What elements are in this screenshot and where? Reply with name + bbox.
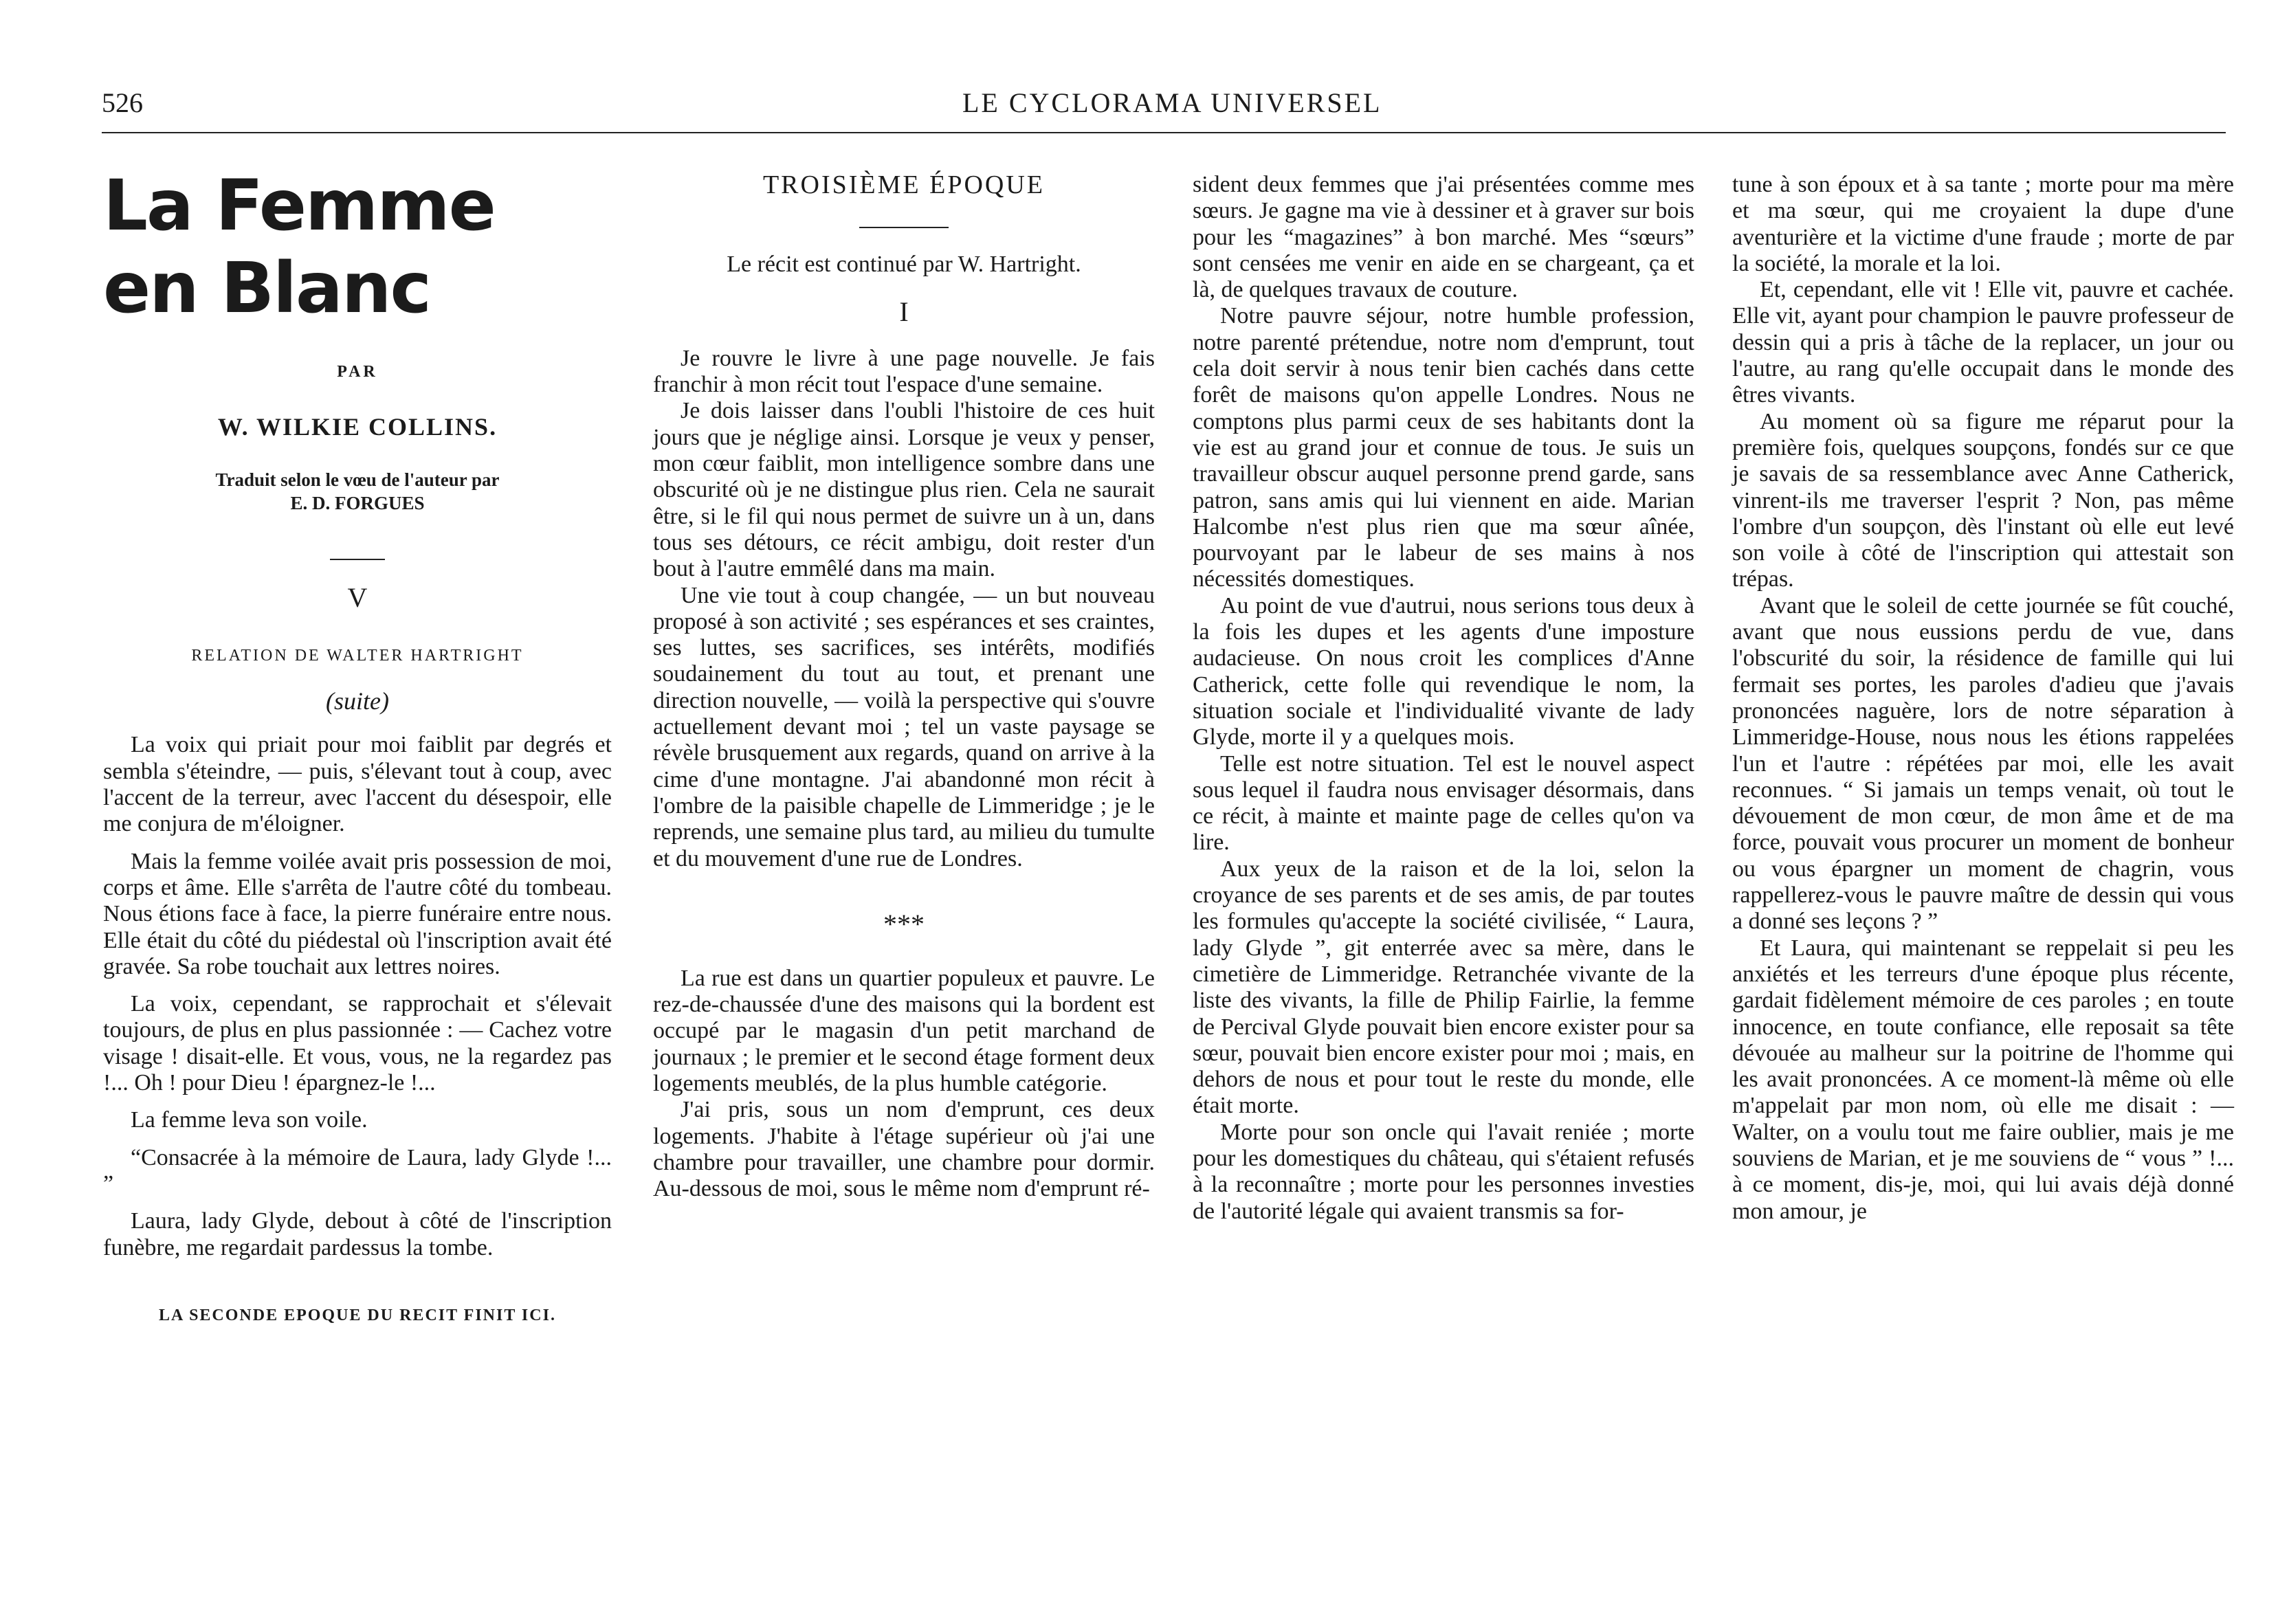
column-4: [1732, 172, 2234, 1225]
paragraph: Je rouvre le livre à une page nouvelle. Je fais franchir à mon récit tout l'espace d'une semaine.: [653, 345, 1155, 398]
translation-line-2: E. D. FORGUES: [290, 492, 425, 513]
section-rule: [859, 227, 949, 228]
paragraph: Aux yeux de la raison et de la loi, selon la croyance de ses parents et de ses amis, de par toutes les formules qu'accepte la société civilisée, “ Laura, lady Glyde ”, git enterrée avec sa mère, dans le cimetière de Limmeridge. Retranchée vivante de la liste des vivants, la fille de Philip Fairlie, la femme de Percival Glyde pouvait bien encore exister pour sa sœur, pouvait bien encore exister pour moi ; mais, en dehors de nous et pour tout le reste du monde, elle était morte.: [1193, 856, 1694, 1119]
paragraph: Avant que le soleil de cette journée se fût couché, avant que nous eussions perdu de vue, dans l'obscurité du soir, la résidence de famille qui lui fermait ses portes, les paroles d'adieu que j'avais prononcées naguère, lors de notre séparation à Limmeridge-House, nous nous les étions rappelées l'un et l'autre : répétées par moi, elle les avait reconnues. “ Si jamais un temps venait, où tout le dévouement de mon cœur, de mon âme et de ma force, pouvait vous procurer un moment de bonheur ou vous épargner un moment de chagrin, vous rappellerez-vous le pauvre maître de dessin qui vous a donné ses leçons ? ”: [1732, 592, 2234, 935]
novel-title: La Femme en Blanc: [103, 165, 495, 329]
par-label: PAR: [337, 363, 378, 381]
paragraph: Je dois laisser dans l'oubli l'histoire de ces huit jours que je néglige ainsi. Lorsque je veux y penser, mon cœur faiblit, mon intelligence sombre dans une obscurité où je ne distingue plus rien. Cela ne saurait être, si le fil qui nous permet de suivre un à un, dans tous ses détours, ce récit ambigu, doit rester d'un bout à l'autre emmêlé dans ma main.: [653, 398, 1155, 582]
paragraph: Notre pauvre séjour, notre humble profession, notre parenté prétendue, notre nom d'emprunt, tout cela doit servir à nous tenir bien cachés dans cette forêt de maisons qu'on appelle Londres. Nous ne comptons plus parmi ceux de ses habitants dont la vie est au grand jour et connue de tous. Je suis un travailleur obscur auquel personne prend garde, sans patron, sans amis qui lui viennent en aide. Marian Halcombe n'est plus rien que ma sœur aînée, pourvoyant par le labeur de ses mains à nos nécessités domestiques.: [1193, 303, 1694, 592]
paragraph: Laura, lady Glyde, debout à côté de l'inscription funèbre, me regardait pardessus la tombe.: [103, 1208, 612, 1260]
paragraph: La femme leva son voile.: [131, 1107, 368, 1133]
page-header: [0, 0, 2289, 158]
paragraph: sident deux femmes que j'ai présentées comme mes sœurs. Je gagne ma vie à dessiner et à graver sur bois pour les “magazines” à bon marché. Mes “sœurs” sont censées me venir en aide en se chargeant, ça et là, de quelques travaux de couture.: [1193, 172, 1694, 303]
column-2: [653, 172, 1155, 1203]
section-rule: [330, 559, 385, 560]
epoque-heading: TROISIÈME ÉPOQUE: [762, 170, 1046, 199]
paragraph: “Consacrée à la mémoire de Laura, lady Glyde !... ”: [103, 1144, 612, 1197]
running-title: LE CYCLORAMA UNIVERSEL: [962, 87, 1382, 118]
paragraph: Et Laura, qui maintenant se reppelait si peu les anxiétés et les terreurs d'une époque plus récente, gardait fidèlement mémoire de ces paroles ; en toute innocence, en toute confiance, elle reposait sa tête dévouée au malheur sur la poitrine de l'homme qui les avait prononcées. A ce moment-là même où elle m'appelait par mon nom, où elle me disait : — Walter, on a voulu tout me faire oublier, mais je me souviens de Marian, et je me souviens de “ vous ” !... à ce moment, dis-je, moi, qui lui avais déjà donné mon amour, je: [1732, 935, 2234, 1224]
translation-line-1: Traduit selon le vœu de l'auteur par: [215, 469, 500, 490]
translation-credit: [103, 468, 612, 515]
section-number: I: [899, 296, 909, 327]
paragraph: Au moment où sa figure me réparut pour la première fois, quelques soupçons, fondés sur ce que je savais de sa ressemblance avec Anne Catherick, vinrent-ils me traverser l'esprit ? Non, pas même l'ombre d'un soupçon, dès l'instant où elle eut levé son voile à côté de l'inscription qui attestait son trépas.: [1732, 408, 2234, 592]
paragraph: La voix qui priait pour moi faiblit par degrés et sembla s'éteindre, — puis, s'élevant tout à coup, avec l'accent de la terreur, avec l'accent du désespoir, elle me conjura de m'éloigner.: [103, 732, 612, 837]
asterism: ***: [883, 908, 925, 939]
header-rule: [102, 132, 2226, 133]
author-name: W. WILKIE COLLINS.: [217, 413, 498, 441]
suite-label: (suite): [326, 687, 389, 715]
column-1: [103, 165, 612, 1328]
narrator-line: Le récit est continué par W. Hartright.: [727, 252, 1081, 278]
paragraph: Et, cependant, elle vit ! Elle vit, pauvre et cachée. Elle vit, ayant pour champion le pauvre professeur de dessin qui a pris à tâche de la replacer, un jour ou l'autre, au rang qu'elle occupait dans le monde des êtres vivants.: [1732, 277, 2234, 408]
end-note: LA SECONDE EPOQUE DU RECIT FINIT ICI.: [159, 1306, 556, 1324]
paragraph: J'ai pris, sous un nom d'emprunt, ces deux logements. J'habite à l'étage supérieur où j'ai une chambre pour travailler, une chambre pour dormir. Au-dessous de moi, sous le même nom d'emprunt ré-: [653, 1097, 1155, 1202]
paragraph: tune à son époux et à sa tante ; morte pour ma mère et ma sœur, qui me croyaient la dupe d'une aventurière et la victime d'une fraude ; morte de par la société, la morale et la loi.: [1732, 172, 2234, 276]
relation-heading: RELATION DE WALTER HARTRIGHT: [191, 646, 524, 665]
chapter-number: V: [347, 581, 368, 613]
paragraph: Une vie tout à coup changée, — un but nouveau proposé à son activité ; ses espérances et ses craintes, ses luttes, ses sacrifices, ses intérêts, modifiés soudainement du tout au tout, et prenant une direction nouvelle, — voilà la perspective qui s'ouvre actuellement devant moi ; tel un vaste paysage se révèle brusquement aux regards, quand on arrive à la cime d'une montagne. J'ai abandonné mon récit à l'ombre de la paisible chapelle de Limmeridge ; je le reprends, une semaine plus tard, au milieu du tumulte et du mouvement d'une rue de Londres.: [653, 582, 1155, 871]
paragraph: Mais la femme voilée avait pris possession de moi, corps et âme. Elle s'arrêta de l'autre côté du tombeau. Nous étions face à face, la pierre funéraire entre nous. Elle était du côté du piédestal où l'inscription avait été gravée. Sa robe touchait aux lettres noires.: [103, 848, 612, 979]
page-number: 526: [102, 87, 143, 118]
column-3: [1193, 172, 1694, 1225]
paragraph: Au point de vue d'autrui, nous serions tous deux à la fois les dupes et les agents d'une imposture audacieuse. On nous croit les complices d'Anne Catherick, cette folle qui revendique le nom, la situation sociale et l'individualité vivante de lady Glyde, morte il y a quelques mois.: [1193, 592, 1694, 750]
paragraph: Telle est notre situation. Tel est le nouvel aspect sous lequel il faudra nous envisager désormais, dans ce récit, à mainte et mainte page de celles qu'on va lire.: [1193, 750, 1694, 856]
paragraph: La voix, cependant, se rapprochait et s'élevait toujours, de plus en plus passionnée : — Cachez votre visage ! disait-elle. Et vous, vous, ne la regardez pas !... Oh ! pour Dieu ! épargnez-le !...: [103, 991, 612, 1096]
paragraph: La rue est dans un quartier populeux et pauvre. Le rez-de-chaussée d'une des maisons qui la bordent est occupé par le magasin d'un petit marchand de journaux ; le premier et le second étage forment deux logements meublés, de la plus humble catégorie.: [653, 965, 1155, 1097]
paragraph: Morte pour son oncle qui l'avait reniée ; morte pour les domestiques du château, qui s'étaient refusés à la reconnaître ; morte pour les personnes investies de l'autorité légale qui avaient transmis sa for-: [1193, 1119, 1694, 1224]
